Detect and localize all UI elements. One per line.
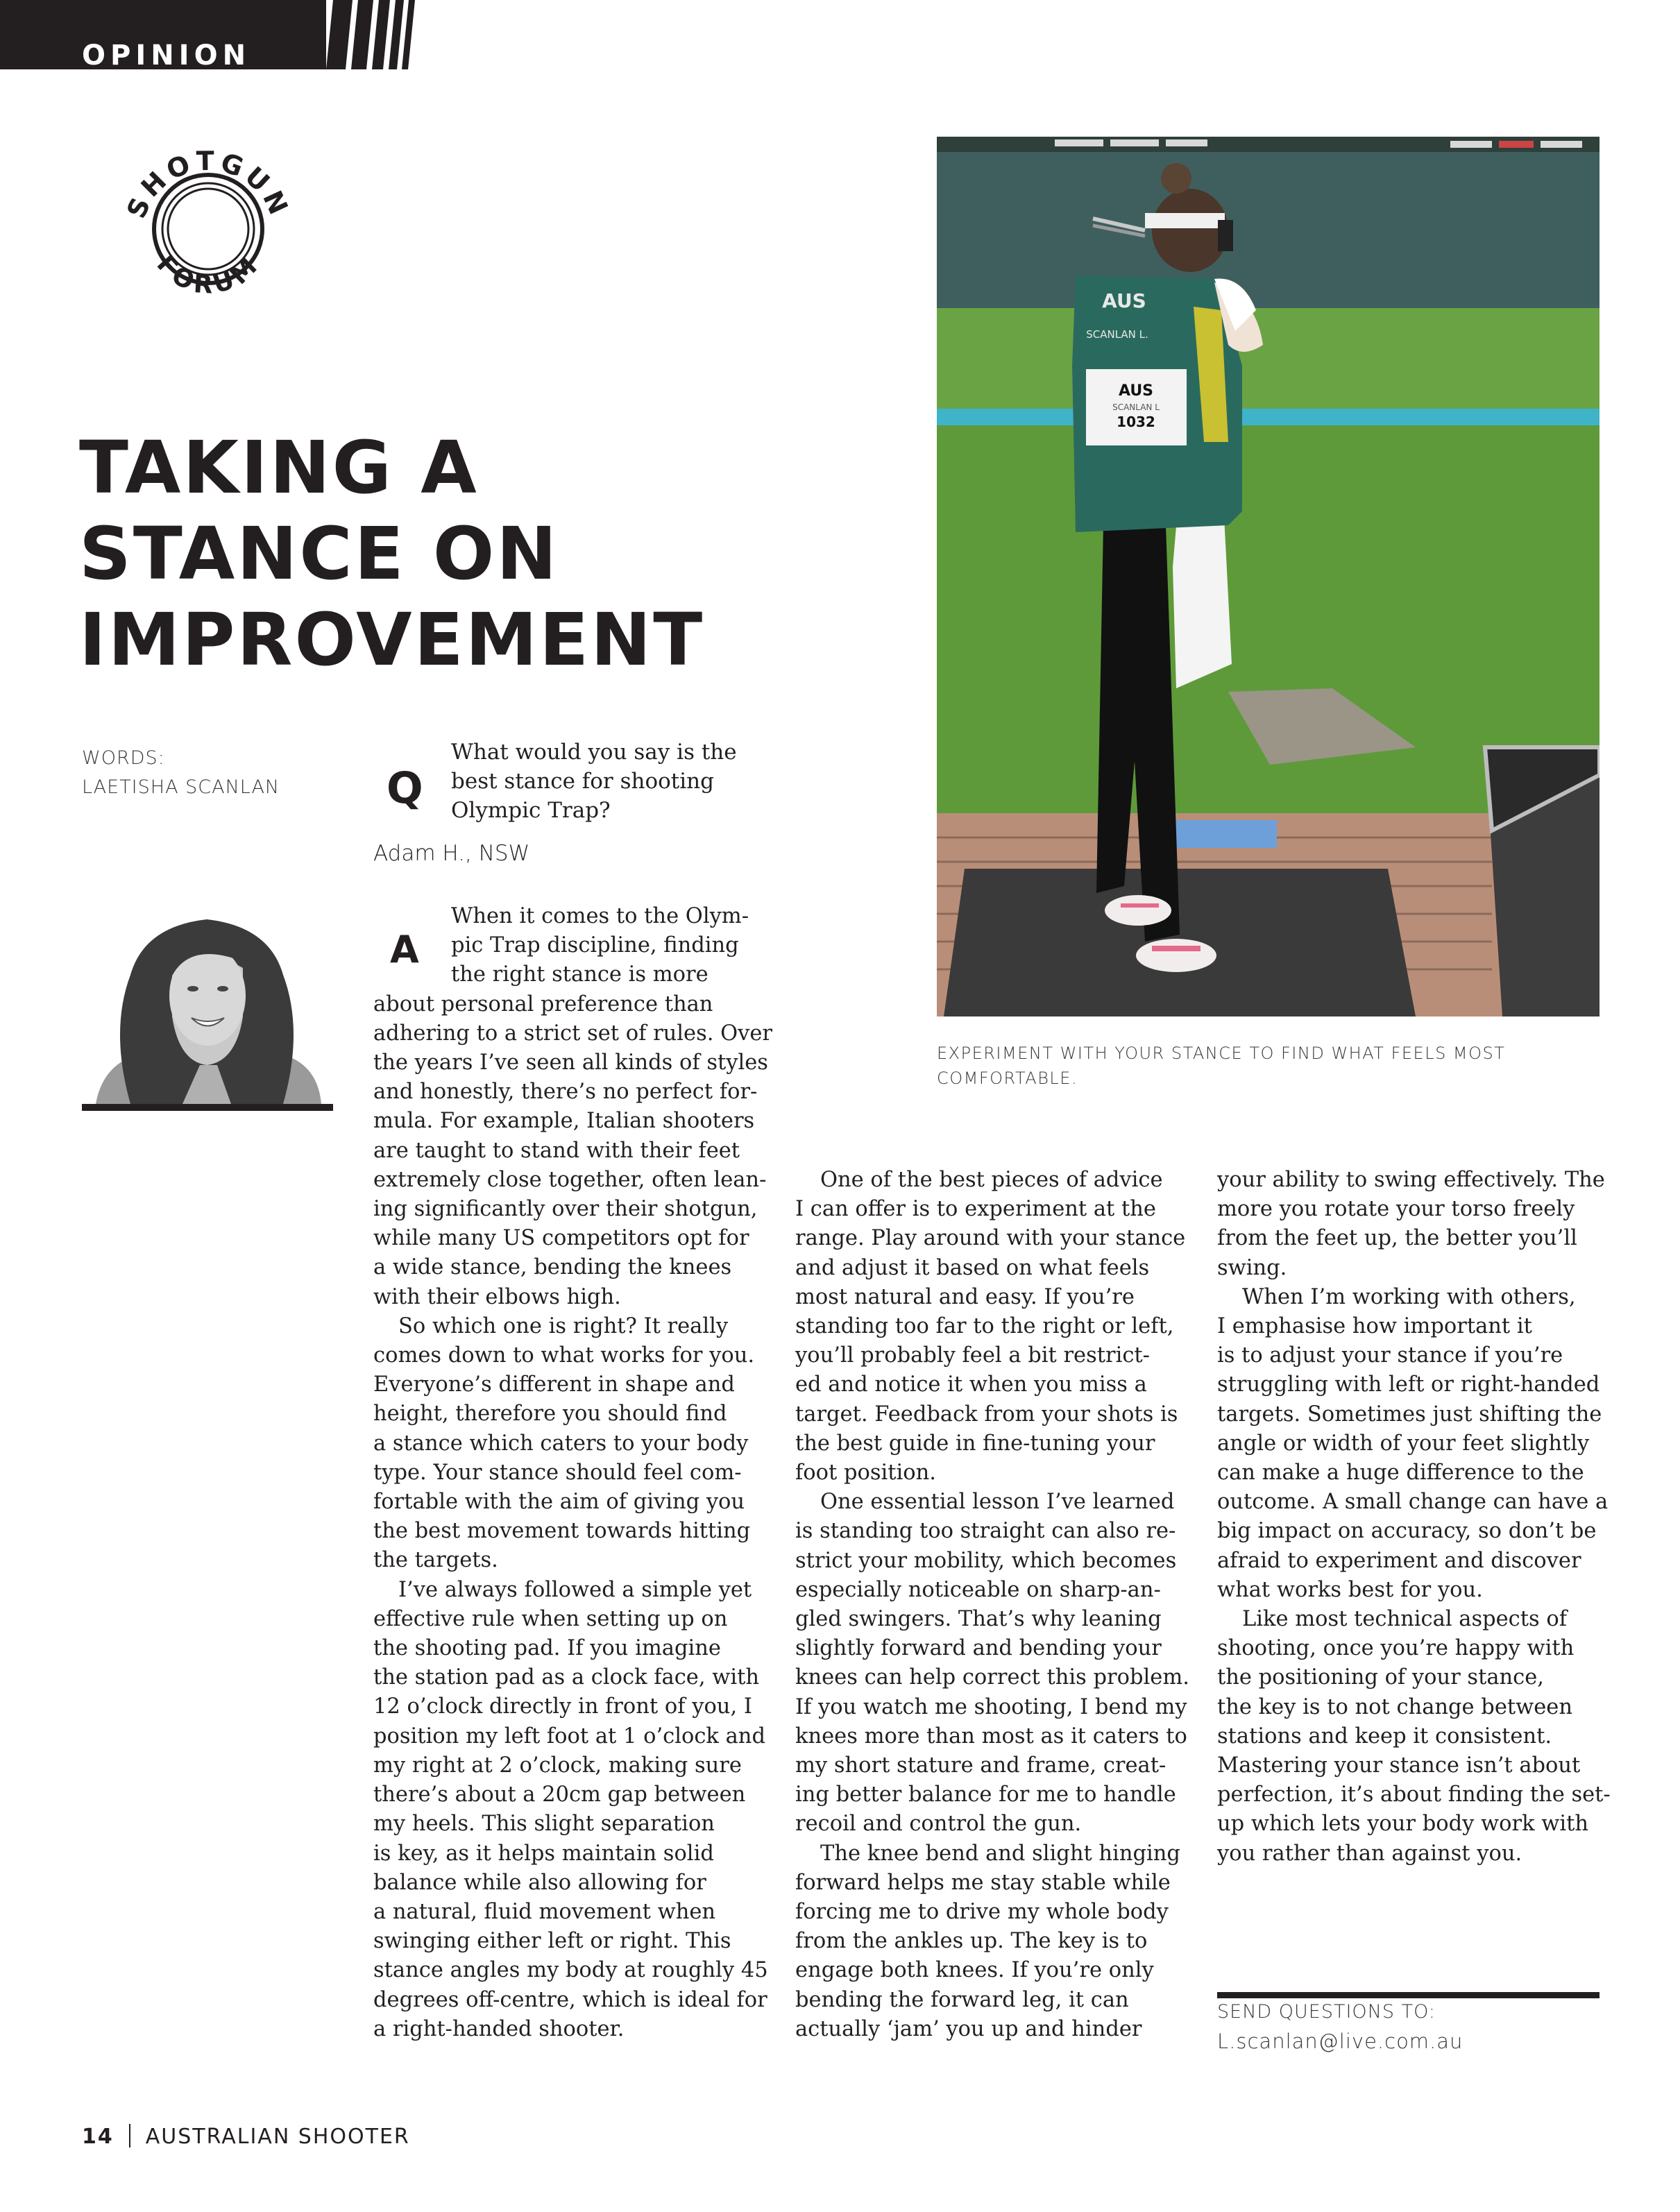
page-number: 14: [82, 2125, 114, 2149]
body-line: swinging either left or right. This: [373, 1929, 731, 1954]
body-line: extremely close together, often lean-: [373, 1167, 767, 1192]
body-line: while many US competitors opt for: [373, 1226, 749, 1251]
body-line: I’ve always followed a simple yet: [398, 1577, 752, 1602]
bib-number-text: 1032: [1117, 414, 1155, 430]
body-line: a wide stance, bending the knees: [373, 1255, 732, 1280]
body-line: a natural, fluid movement when: [373, 1899, 716, 1924]
byline-author: LAETISHA SCANLAN: [82, 776, 280, 798]
bib-name-text: SCANLAN L: [1112, 402, 1160, 412]
title-line: TAKING A: [79, 425, 479, 510]
body-line: the shooting pad. If you imagine: [373, 1636, 721, 1661]
body-line: Mastering your stance isn’t about: [1217, 1753, 1581, 1778]
body-line: you’ll probably feel a bit restrict-: [795, 1343, 1150, 1368]
body-line: slightly forward and bending your: [795, 1636, 1162, 1661]
body-line: Like most technical aspects of: [1242, 1607, 1568, 1632]
body-line: ing better balance for me to handle: [795, 1783, 1176, 1807]
body-line: When it comes to the Olym-: [451, 904, 749, 928]
body-line: shooting, once you’re happy with: [1217, 1636, 1575, 1661]
vest-name-text: SCANLAN L.: [1086, 328, 1148, 341]
shotgun-forum-logo: [111, 132, 305, 326]
body-line: can make a huge difference to the: [1217, 1461, 1584, 1486]
body-line: and honestly, there’s no perfect for-: [373, 1080, 758, 1105]
header-stripes-decoration: [325, 0, 464, 69]
body-line: The knee bend and slight hinging: [820, 1841, 1180, 1866]
body-line: the key is to not change between: [1217, 1694, 1572, 1719]
contact-email-link[interactable]: L.scanlan@live.com.au: [1217, 2030, 1463, 2053]
body-line: forward helps me stay stable while: [795, 1870, 1171, 1895]
body-line: you rather than against you.: [1217, 1841, 1522, 1866]
body-line: from the feet up, the better you’ll: [1217, 1226, 1577, 1251]
body-line: I can offer is to experiment at the: [795, 1197, 1156, 1222]
body-line: bending the forward leg, it can: [795, 1987, 1129, 2012]
body-line: degrees off-centre, which is ideal for: [373, 1987, 767, 2012]
body-line: position my left foot at 1 o’clock and: [373, 1724, 765, 1749]
body-line: comes down to what works for you.: [373, 1343, 755, 1368]
body-line: strict your mobility, which becomes: [795, 1548, 1177, 1573]
body-line: up which lets your body work with: [1217, 1812, 1589, 1837]
question-attribution: Adam H., NSW: [373, 841, 530, 866]
body-line: targets. Sometimes just shifting the: [1217, 1402, 1602, 1427]
body-line: knees can help correct this problem.: [795, 1665, 1189, 1690]
body-line: 12 o’clock directly in front of you, I: [373, 1694, 752, 1719]
shooter-photo-image: [937, 137, 1600, 1016]
body-line: about personal preference than: [373, 992, 713, 1016]
question-line: What would you say is the: [451, 740, 737, 765]
body-line: my right at 2 o’clock, making sure: [373, 1753, 742, 1778]
body-line: effective rule when setting up on: [373, 1606, 728, 1631]
author-photo-rule: [82, 1104, 333, 1111]
body-line: the best guide in fine-tuning your: [795, 1431, 1155, 1456]
body-line: range. Play around with your stance: [795, 1226, 1186, 1251]
question-marker: Q: [387, 763, 423, 813]
footer-separator: [129, 2124, 130, 2147]
body-line: So which one is right? It really: [398, 1313, 729, 1338]
body-line: perfection, it’s about finding the set-: [1217, 1783, 1611, 1807]
question-line: Olympic Trap?: [451, 798, 611, 823]
body-line: your ability to swing effectively. The: [1217, 1168, 1605, 1192]
body-line: most natural and easy. If you’re: [795, 1284, 1135, 1309]
body-line: more you rotate your torso freely: [1217, 1197, 1575, 1222]
body-line: is to adjust your stance if you’re: [1217, 1343, 1563, 1368]
vest-country-text: AUS: [1102, 289, 1146, 312]
body-line: from the ankles up. The key is to: [795, 1929, 1148, 1954]
body-line: a stance which caters to your body: [373, 1431, 749, 1456]
body-line: knees more than most as it caters to: [795, 1724, 1187, 1749]
body-line: my short stature and frame, creat-: [795, 1753, 1166, 1778]
body-line: fortable with the aim of giving you: [373, 1490, 745, 1515]
body-line: pic Trap discipline, finding: [451, 933, 739, 958]
body-line: my heels. This slight separation: [373, 1812, 715, 1837]
body-line: mula. For example, Italian shooters: [373, 1109, 755, 1134]
body-line: ed and notice it when you miss a: [795, 1372, 1147, 1397]
svg-text:FORUM: [151, 250, 266, 300]
body-line: big impact on accuracy, so don’t be: [1217, 1519, 1597, 1544]
body-line: target. Feedback from your shots is: [795, 1402, 1178, 1427]
body-line: angle or width of your feet slightly: [1217, 1431, 1590, 1456]
body-line: struggling with left or right-handed: [1217, 1372, 1600, 1397]
body-line: a right-handed shooter.: [373, 2016, 625, 2041]
body-line: adhering to a strict set of rules. Over: [373, 1021, 773, 1046]
body-line: the targets.: [373, 1548, 498, 1573]
body-line: is standing too straight can also re-: [795, 1519, 1176, 1544]
body-line: If you watch me shooting, I bend my: [795, 1694, 1187, 1719]
body-line: standing too far to the right or left,: [795, 1314, 1174, 1339]
body-line: outcome. A small change can have a: [1217, 1490, 1609, 1515]
article-column-3: [1217, 1166, 1611, 1869]
article-title: [79, 425, 738, 683]
bib-country-text: AUS: [1118, 382, 1154, 400]
section-label: OPINION: [82, 40, 251, 71]
contact-label: SEND QUESTIONS TO:: [1217, 2001, 1436, 2023]
body-line: type. Your stance should feel com-: [373, 1460, 742, 1485]
answer-marker: A: [390, 928, 419, 971]
body-line: is key, as it helps maintain solid: [373, 1841, 714, 1866]
body-line: actually ‘jam’ you up and hinder: [795, 2016, 1142, 2041]
byline: [82, 744, 280, 802]
body-line: are taught to stand with their feet: [373, 1138, 740, 1163]
body-line: recoil and control the gun.: [795, 1812, 1082, 1837]
body-line: stance angles my body at roughly 45: [373, 1958, 768, 1983]
title-line: STANCE ON: [79, 511, 559, 596]
body-line: what works best for you.: [1217, 1577, 1483, 1602]
logo-bottom-text: FORUM: [151, 249, 266, 300]
body-line: afraid to experiment and discover: [1217, 1548, 1581, 1573]
title-line: IMPROVEMENT: [79, 597, 705, 682]
article-column-1: [373, 902, 773, 2044]
body-line: ing significantly over their shotgun,: [373, 1197, 758, 1222]
page-footer: [82, 2123, 410, 2151]
body-line: the positioning of your stance,: [1217, 1665, 1544, 1690]
body-line: gled swingers. That’s why leaning: [795, 1607, 1162, 1632]
question-line: best stance for shooting: [451, 769, 714, 794]
body-line: the years I’ve seen all kinds of styles: [373, 1050, 768, 1075]
body-line: One of the best pieces of advice: [820, 1168, 1163, 1192]
body-line: with their elbows high.: [373, 1284, 621, 1309]
body-line: balance while also allowing for: [373, 1870, 706, 1895]
body-line: stations and keep it consistent.: [1217, 1724, 1552, 1749]
body-line: especially noticeable on sharp-an-: [795, 1577, 1161, 1602]
byline-label: WORDS:: [82, 747, 165, 769]
question-text: [451, 738, 756, 825]
body-line: and adjust it based on what feels: [795, 1255, 1150, 1280]
body-line: swing.: [1217, 1255, 1287, 1280]
body-line: When I’m working with others,: [1242, 1284, 1576, 1309]
body-line: engage both knees. If you’re only: [795, 1958, 1154, 1983]
body-line: One essential lesson I’ve learned: [820, 1490, 1175, 1515]
logo-top-text: SHOTGUN: [121, 145, 296, 223]
body-line: foot position.: [795, 1461, 936, 1486]
body-line: the right stance is more: [451, 962, 709, 987]
photo-caption: EXPERIMENT WITH YOUR STANCE TO FIND WHAT FEELS MOST COMFORTABLE.: [937, 1044, 1506, 1088]
article-column-2: [795, 1166, 1189, 2044]
body-line: Everyone’s different in shape and: [373, 1372, 735, 1397]
publication-name: AUSTRALIAN SHOOTER: [145, 2125, 410, 2149]
body-line: the station pad as a clock face, with: [373, 1665, 759, 1690]
body-line: the best movement towards hitting: [373, 1519, 751, 1544]
body-line: I emphasise how important it: [1217, 1314, 1532, 1339]
author-portrait-image: [82, 892, 333, 1104]
body-line: height, therefore you should find: [373, 1402, 727, 1427]
body-line: forcing me to drive my whole body: [795, 1900, 1169, 1925]
body-line: there’s about a 20cm gap between: [373, 1783, 746, 1807]
